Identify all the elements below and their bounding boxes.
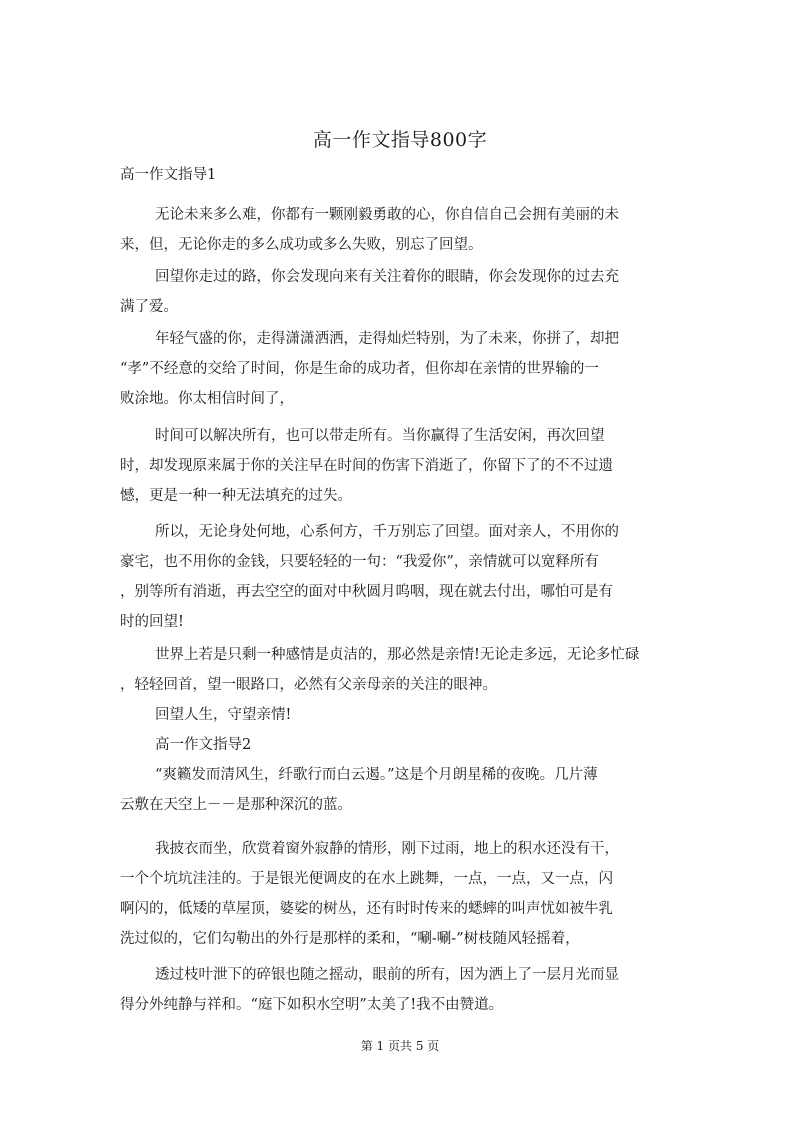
paragraph-line: “孝”不经意的交给了时间，你是生命的成功者，但你却在亲情的世界输的一 [120, 361, 599, 377]
paragraph [120, 517, 619, 637]
section-heading-2: 高一作文指导2 [155, 737, 252, 753]
paragraph-line: ，轻轻回首，望一眼路口，必然有父亲母亲的关注的眼神。 [120, 677, 497, 693]
paragraph-line: 得分外纯静与祥和。“庭下如积水空明”太美了!我不由赞道。 [120, 997, 504, 1013]
paragraph-line: 败涂地。你太相信时间了， [120, 391, 294, 407]
paragraph-line: 满了爱。 [120, 299, 178, 315]
paragraph-line: 云敷在天空上－－是那种深沉的蓝。 [120, 797, 352, 813]
paragraph-line: 透过枝叶泄下的碎银也随之摇动，眼前的所有，因为洒上了一层月光而显 [155, 967, 619, 983]
paragraph-line: “爽籁发而清风生，纤歌行而白云遏。”这是个月朗星稀的夜晚。几片薄 [155, 767, 598, 783]
paragraph [120, 324, 619, 414]
paragraph-line: 啊闪的，低矮的草屋顶，婆娑的树丛，还有时时传来的蟋蟀的叫声忧如被牛乳 [120, 901, 613, 917]
paragraph-line: 无论未来多么难，你都有一颗刚毅勇敢的心，你自信自己会拥有美丽的未 [155, 207, 619, 223]
paragraph-line: 来，但，无论你走的多么成功或多么失败，别忘了回望。 [120, 237, 483, 253]
document-title: 高一作文指导800字 [312, 129, 488, 151]
paragraph [120, 200, 619, 260]
paragraph-line: 时的回望! [120, 614, 184, 630]
paragraph [120, 262, 619, 322]
paragraph-line: 豪宅，也不用你的金钱，只要轻轻的一句：“我爱你”，亲情就可以宽释所有 [120, 554, 599, 570]
paragraph-line: 时，却发现原来属于你的关注早在时间的伤害下消逝了，你留下了的不不过遗 [120, 458, 613, 474]
paragraph-line: 年轻气盛的你，走得潇潇洒洒，走得灿烂特别，为了未来，你拼了，却把 [155, 331, 619, 347]
paragraph [120, 421, 613, 511]
paragraph [120, 760, 598, 820]
paragraph-line: 回望人生，守望亲情! [155, 707, 292, 723]
paragraph-line: 所以，无论身处何地，心系何方，千万别忘了回望。面对亲人，不用你的 [155, 524, 619, 540]
paragraph-line: 一个个坑坑洼洼的。于是银光便调皮的在水上跳舞，一点，一点，又一点，闪 [120, 871, 613, 887]
paragraph [120, 960, 619, 1020]
paragraph [120, 640, 639, 700]
section-heading-1: 高一作文指导1 [120, 167, 217, 183]
paragraph-line: ，别等所有消逝，再去空空的面对中秋圆月呜咽，现在就去付出，哪怕可是有 [120, 584, 613, 600]
paragraph-line: 憾，更是一种一种无法填充的过失。 [120, 488, 352, 504]
paragraph-line: 回望你走过的路，你会发现向来有关注着你的眼睛，你会发现你的过去充 [155, 269, 619, 285]
paragraph-line: 时间可以解决所有，也可以带走所有。当你赢得了生活安闲，再次回望 [155, 428, 605, 444]
paragraph-line: 洗过似的，它们勾勒出的外行是那样的柔和，“唰-唰-”树枝随风轻摇着， [120, 931, 580, 947]
paragraph [155, 700, 291, 730]
paragraph-line: 世界上若是只剩一种感情是贞洁的，那必然是亲情!无论走多远，无论多忙碌 [155, 647, 640, 663]
paragraph-line: 我披衣而坐，欣赏着窗外寂静的情形，刚下过雨，地上的积水还没有干， [155, 841, 619, 857]
paragraph [120, 834, 619, 954]
page-footer: 第 1 页共 5 页 [360, 1039, 440, 1053]
